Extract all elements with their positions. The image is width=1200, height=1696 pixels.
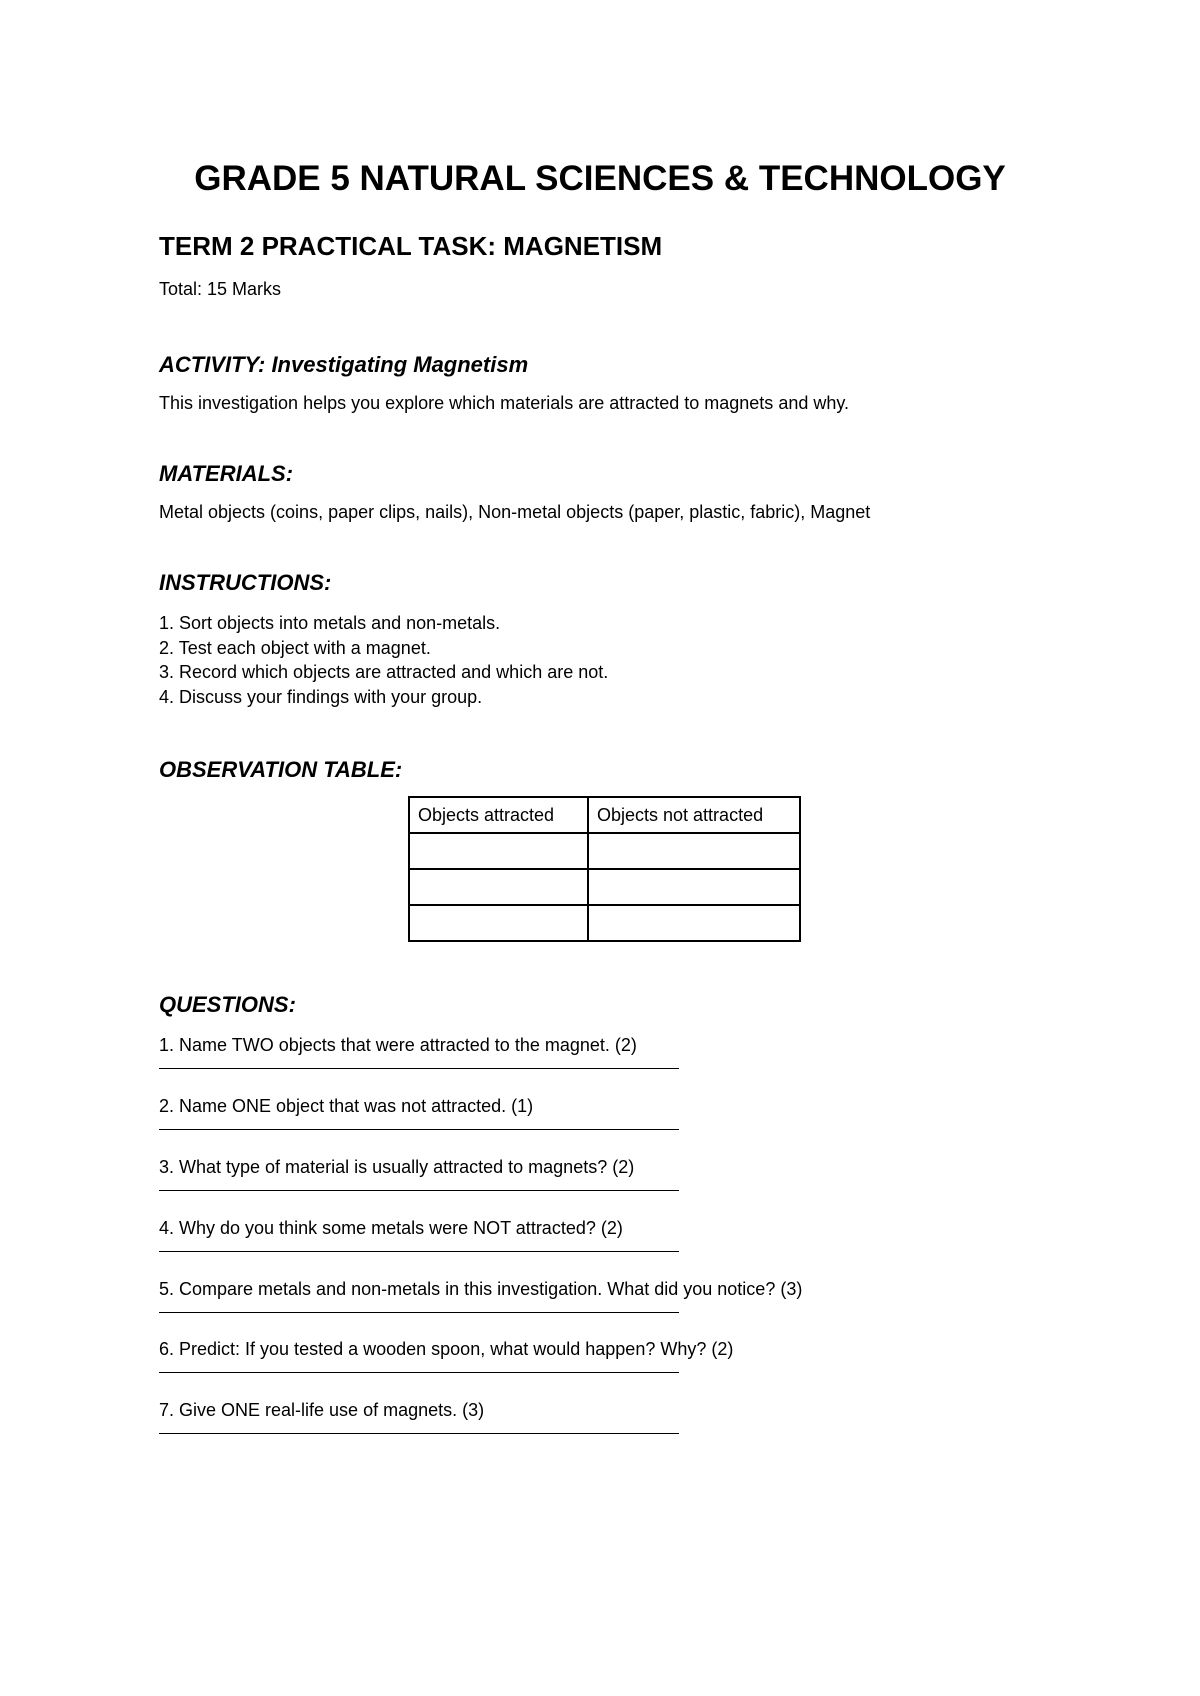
table-cell[interactable] <box>409 833 588 869</box>
answer-line[interactable] <box>159 1190 679 1191</box>
instruction-item: 1. Sort objects into metals and non-metals. <box>159 613 501 633</box>
question-item <box>159 1338 859 1373</box>
instructions-heading: INSTRUCTIONS: <box>159 570 332 595</box>
question-item <box>159 1399 859 1434</box>
table-cell[interactable] <box>409 905 588 941</box>
question-text: 4. Why do you think some metals were NOT attracted? (2) <box>159 1218 623 1238</box>
table-header-row <box>409 797 800 833</box>
instruction-item: 2. Test each object with a magnet. <box>159 637 431 658</box>
question-text: 3. What type of material is usually attracted to magnets? (2) <box>159 1157 635 1177</box>
question-text: 6. Predict: If you tested a wooden spoon, what would happen? Why? (2) <box>159 1339 734 1359</box>
question-item <box>159 1217 859 1252</box>
question-item <box>159 1095 859 1130</box>
table-cell[interactable] <box>588 869 800 905</box>
activity-description: This investigation helps you explore which materials are attracted to magnets and why. <box>159 393 850 413</box>
question-text: 5. Compare metals and non-metals in this investigation. What did you notice? (3) <box>159 1279 803 1299</box>
instruction-item: 4. Discuss your findings with your group. <box>159 686 483 707</box>
page-title: GRADE 5 NATURAL SCIENCES & TECHNOLOGY <box>194 159 1006 198</box>
materials-heading: MATERIALS: <box>159 461 294 486</box>
questions-heading: QUESTIONS: <box>159 992 296 1017</box>
answer-line[interactable] <box>159 1129 679 1130</box>
instructions-list <box>159 611 608 709</box>
answer-line[interactable] <box>159 1312 679 1313</box>
task-subtitle: TERM 2 PRACTICAL TASK: MAGNETISM <box>159 231 663 261</box>
answer-line[interactable] <box>159 1251 679 1252</box>
question-item <box>159 1034 859 1069</box>
table-row <box>409 869 800 905</box>
question-item <box>159 1278 859 1313</box>
column-header-attracted: Objects attracted <box>409 797 588 833</box>
instruction-item: 3. Record which objects are attracted and which are not. <box>159 662 609 682</box>
table-row <box>409 905 800 941</box>
answer-line[interactable] <box>159 1372 679 1373</box>
materials-text: Metal objects (coins, paper clips, nails), Non-metal objects (paper, plastic, fabric), Magnet <box>159 502 871 522</box>
answer-line[interactable] <box>159 1068 679 1069</box>
question-text: 7. Give ONE real-life use of magnets. (3) <box>159 1400 485 1420</box>
table-cell[interactable] <box>588 905 800 941</box>
table-cell[interactable] <box>409 869 588 905</box>
activity-heading: ACTIVITY: Investigating Magnetism <box>159 352 529 377</box>
question-text: 1. Name TWO objects that were attracted to the magnet. (2) <box>159 1035 637 1055</box>
answer-line[interactable] <box>159 1433 679 1434</box>
column-header-not-attracted: Objects not attracted <box>588 797 800 833</box>
question-item <box>159 1156 859 1191</box>
table-cell[interactable] <box>588 833 800 869</box>
observation-table-heading: OBSERVATION TABLE: <box>159 757 403 782</box>
question-text: 2. Name ONE object that was not attracted. (1) <box>159 1096 534 1116</box>
total-marks: Total: 15 Marks <box>159 279 282 299</box>
observation-table <box>408 796 801 942</box>
table-row <box>409 833 800 869</box>
